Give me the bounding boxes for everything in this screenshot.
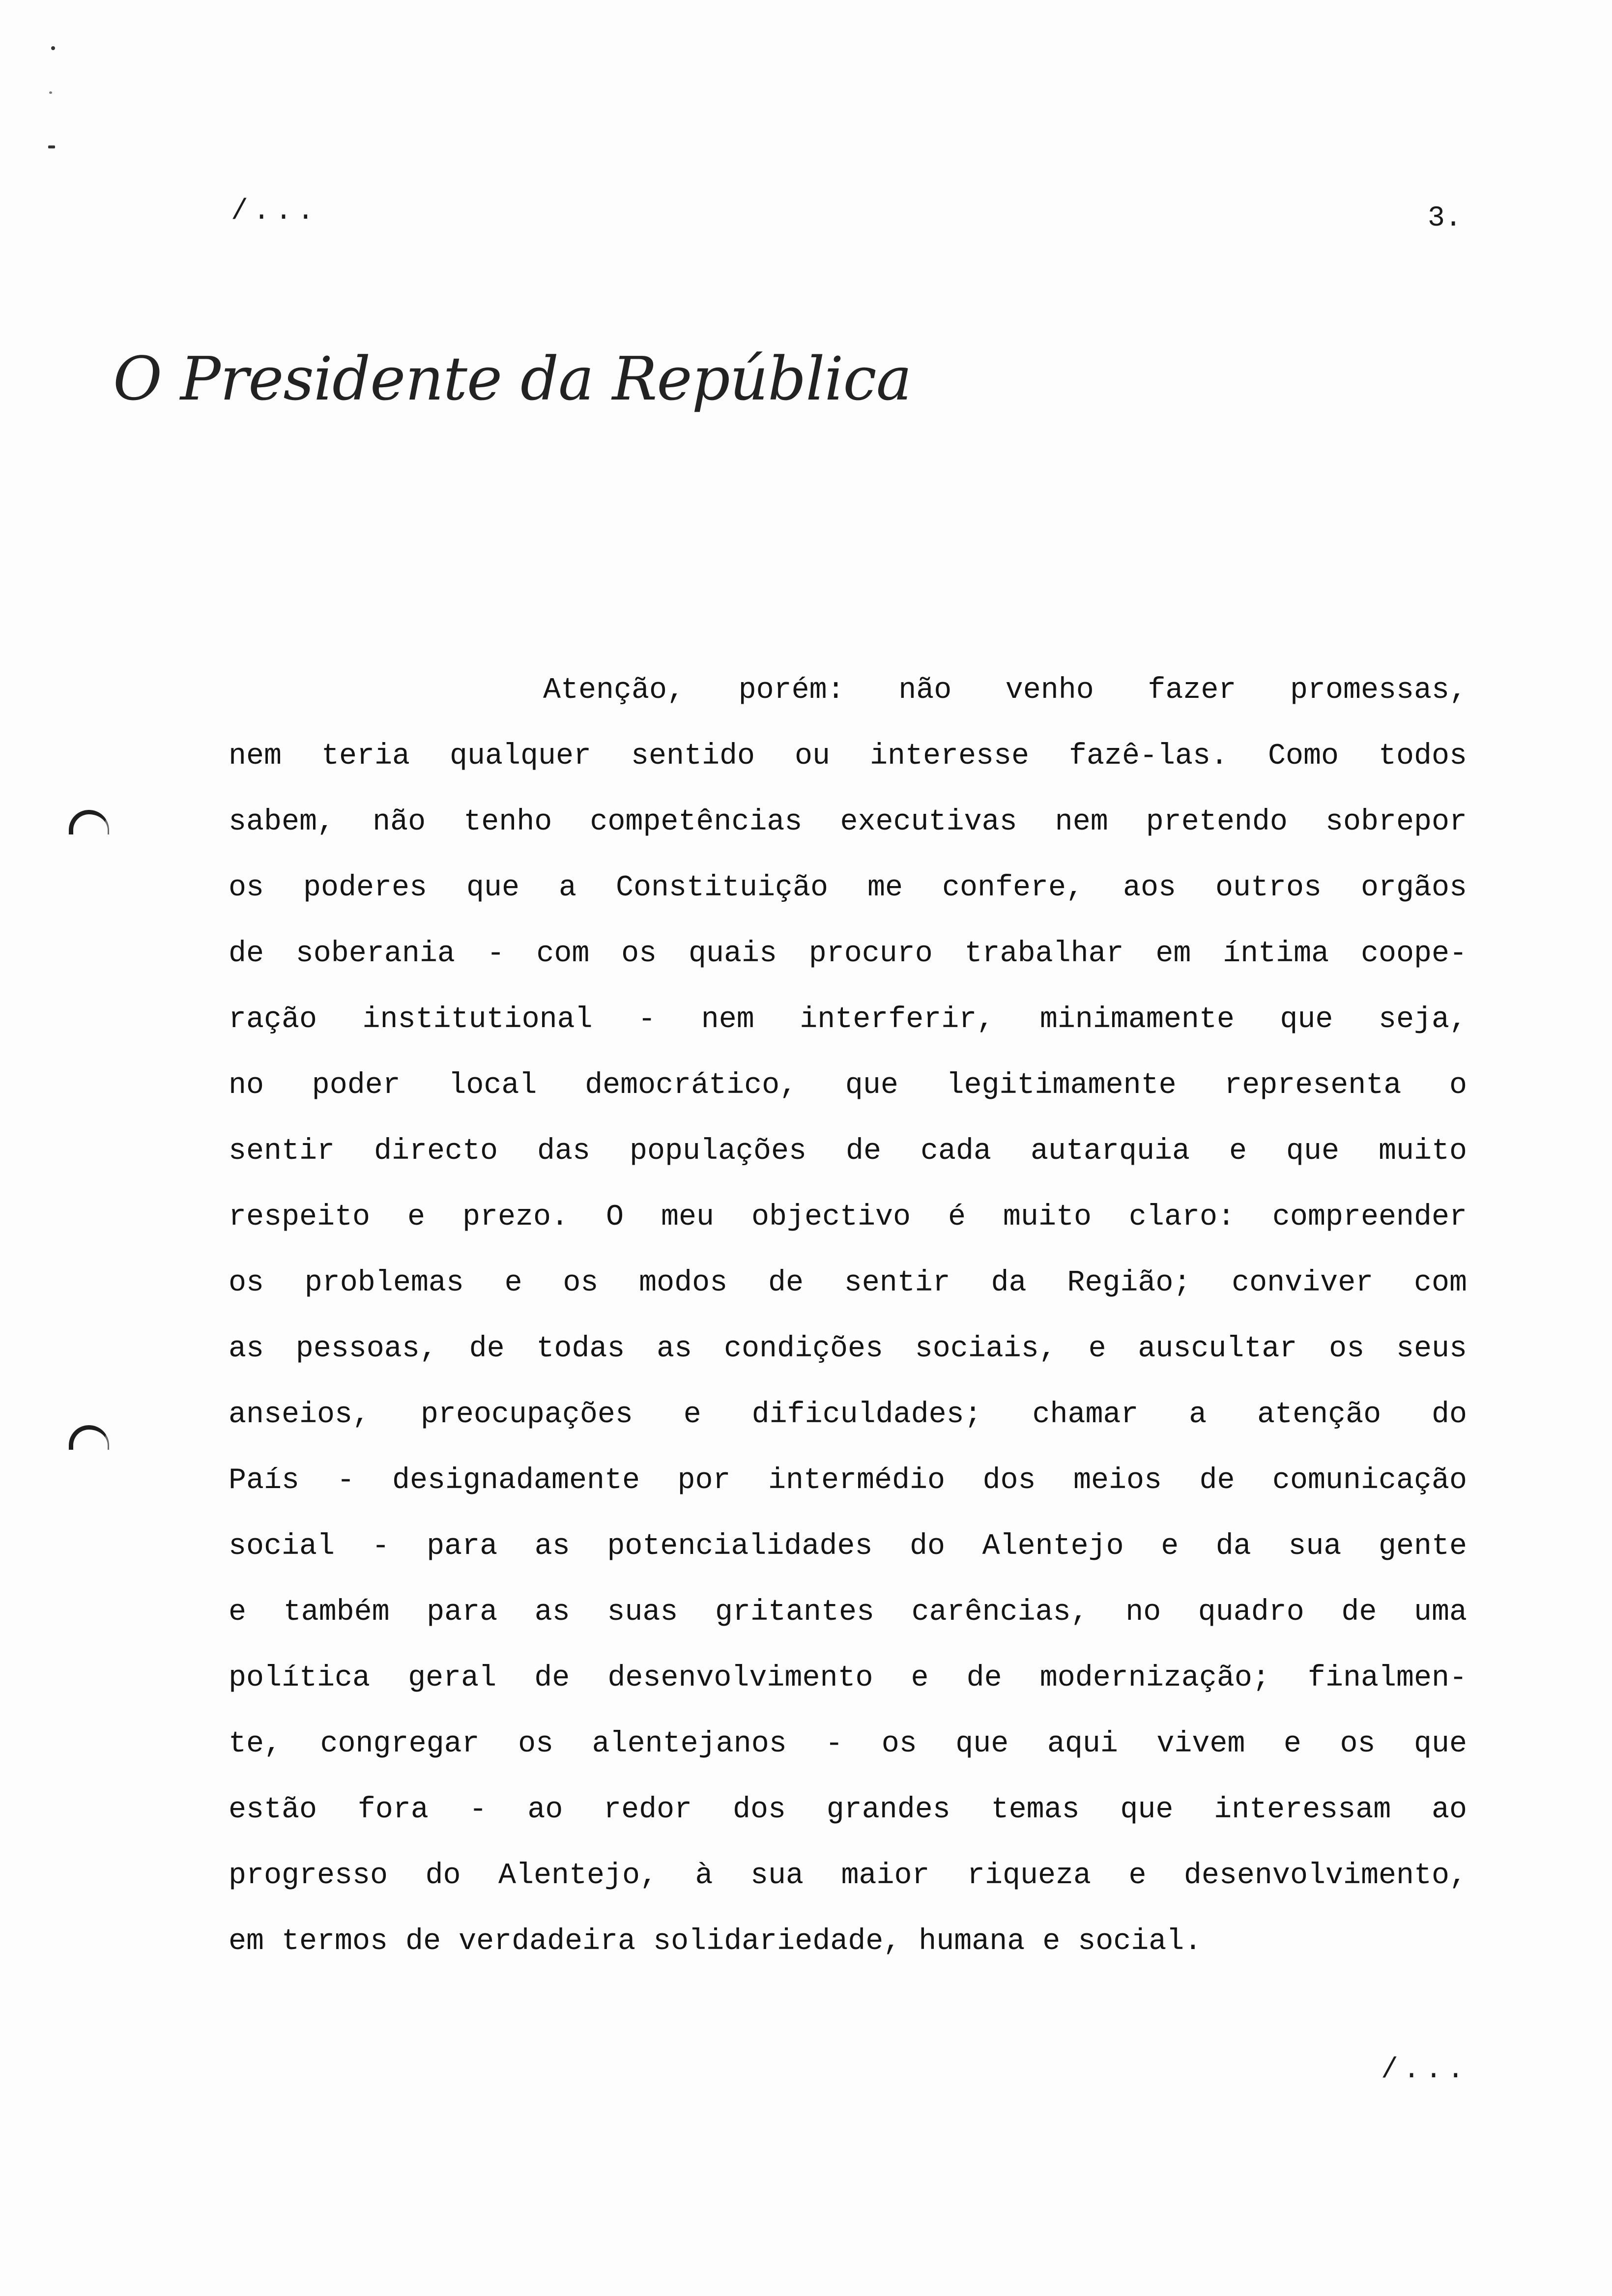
paragraph-line: respeito e prezo. O meu objectivo é muito claro: compreender bbox=[229, 1201, 1467, 1234]
paragraph-line: de soberania - com os quais procuro trabalhar em íntima coope- bbox=[229, 937, 1467, 971]
paragraph-line: anseios, preocupações e dificuldades; chamar a atenção do bbox=[229, 1398, 1467, 1432]
page-number: 3. bbox=[1428, 202, 1462, 234]
paragraph-line: em termos de verdadeira solidariedade, humana e social. bbox=[229, 1925, 1202, 1958]
body-paragraph bbox=[229, 658, 1467, 1975]
paragraph-line: sabem, não tenho competências executivas nem pretendo sobrepor bbox=[229, 805, 1467, 839]
scan-speck-icon bbox=[51, 46, 55, 50]
paragraph-line: os problemas e os modos de sentir da Região; conviver com bbox=[229, 1266, 1467, 1300]
paragraph-line: e também para as suas gritantes carências, no quadro de uma bbox=[229, 1596, 1467, 1629]
paragraph-line: Atenção, porém: não venho fazer promessas, bbox=[543, 674, 1467, 707]
continuation-marker-bottom: /... bbox=[1381, 2054, 1469, 2086]
paragraph-line: as pessoas, de todas as condições sociais, e auscultar os seus bbox=[229, 1332, 1467, 1366]
continuation-marker-top: /... bbox=[231, 196, 319, 228]
scan-speck-icon bbox=[48, 145, 55, 148]
paragraph-line: estão fora - ao redor dos grandes temas que interessam ao bbox=[229, 1793, 1467, 1827]
paragraph-line: social - para as potencialidades do Alentejo e da sua gente bbox=[229, 1530, 1467, 1563]
paragraph-line: ração institutional - nem interferir, minimamente que seja, bbox=[229, 1003, 1467, 1036]
paragraph-line: nem teria qualquer sentido ou interesse fazê-las. Como todos bbox=[229, 740, 1467, 773]
letterhead: O Presidente da República bbox=[113, 344, 912, 414]
scan-speck-icon bbox=[49, 91, 52, 94]
paragraph-line: política geral de desenvolvimento e de modernização; finalmen- bbox=[229, 1662, 1467, 1695]
paragraph-line: progresso do Alentejo, à sua maior riqueza e desenvolvimento, bbox=[229, 1859, 1467, 1893]
paragraph-line: no poder local democrático, que legitimamente representa o bbox=[229, 1069, 1467, 1102]
hole-punch-mark-icon bbox=[69, 810, 109, 834]
paragraph-line: País - designadamente por intermédio dos meios de comunicação bbox=[229, 1464, 1467, 1497]
paragraph-line: os poderes que a Constituição me confere, aos outros orgãos bbox=[229, 871, 1467, 905]
paragraph-line: sentir directo das populações de cada autarquia e que muito bbox=[229, 1135, 1467, 1168]
paragraph-line: te, congregar os alentejanos - os que aqui vivem e os que bbox=[229, 1727, 1467, 1761]
hole-punch-mark-icon bbox=[69, 1425, 109, 1450]
